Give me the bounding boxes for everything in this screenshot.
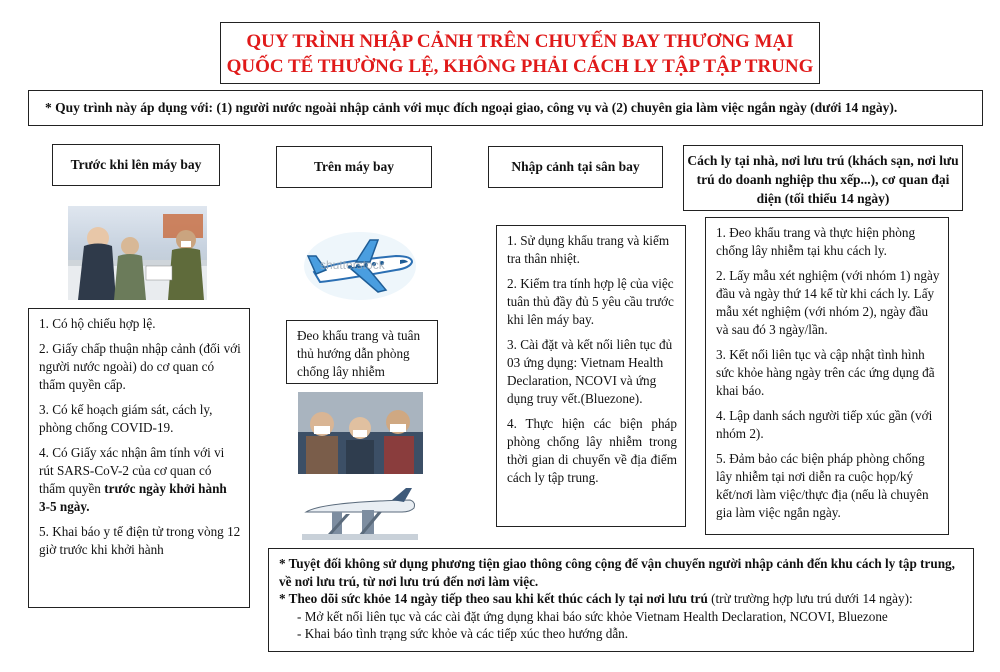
scope-note: * Quy trình này áp dụng với: (1) người nước ngoài nhập cảnh với mục đích ngoại giao, công vụ và (2) chuyên gia làm việc ngắn ngày (dưới 14 ngày). <box>28 90 983 126</box>
list-item: 2. Lấy mẫu xét nghiệm (với nhóm 1) ngày đầu và ngày thứ 14 kể từ khi cách ly. Lấy mẫu xét nghiệm (với nhóm 2), ngày đầu và sau đó 3 ngày/lần. <box>716 268 940 337</box>
header-on-board: Trên máy bay <box>276 146 432 188</box>
airport-checkin-photo <box>68 206 207 300</box>
item-4-bold: trước ngày khởi hành 3-5 ngày. <box>39 481 227 514</box>
airport-entry-list <box>496 225 686 527</box>
list-item: 5. Khai báo y tế điện tử trong vòng 12 giờ trước khi khởi hành <box>39 524 241 557</box>
header-before-boarding: Trước khi lên máy bay <box>52 144 220 186</box>
list-item: 3. Có kế hoạch giám sát, cách ly, phòng chống COVID-19. <box>39 402 213 435</box>
general-notes <box>268 548 974 652</box>
jet-boarding-icon <box>302 488 418 540</box>
title-line-1: QUY TRÌNH NHẬP CẢNH TRÊN CHUYẾN BAY THƯƠNG MẠI <box>246 31 794 52</box>
note-health-monitoring-rest: (trừ trường hợp lưu trú dưới 14 ngày): <box>707 591 913 606</box>
list-item: 5. Đảm bảo các biện pháp phòng chống lây nhiễm tại nơi diễn ra cuộc họp/ký kết/nơi làm việc/thực địa (nếu là chuyên gia làm việc ngắn ngày. <box>716 451 929 520</box>
list-item: - Mở kết nối liên tục và các cài đặt ứng dụng khai báo sức khỏe Vietnam Health Declaration, NCOVI, Bluezone <box>297 608 888 624</box>
page-title <box>220 22 820 84</box>
passengers-scene-icon <box>298 392 423 474</box>
title-line-2: QUỐC TẾ THƯỜNG LỆ, KHÔNG PHẢI CÁCH LY TẬP TẬP TRUNG <box>226 56 814 77</box>
airplane-illustration <box>300 226 420 308</box>
header-airport-entry: Nhập cảnh tại sân bay <box>488 146 663 188</box>
shutterstock-watermark: shutterstock <box>320 258 385 272</box>
passengers-photo <box>298 392 423 474</box>
list-item: - Khai báo tình trạng sức khỏe và các tiếp xúc theo hướng dẫn. <box>297 626 629 641</box>
list-item: 1. Đeo khẩu trang và thực hiện phòng chống lây nhiễm tại khu cách ly. <box>716 225 916 258</box>
list-item: 3. Kết nối liên tục và cập nhật tình hình sức khỏe hàng ngày trên các ứng dụng đã khai báo. <box>716 347 935 398</box>
list-item: 3. Cài đặt và kết nối liên tục đủ 03 ứng dụng: Vietnam Health Declaration, NCOVI và ứng dụng truy vết.(Bluezone). <box>507 337 673 406</box>
list-item: 1. Có hộ chiếu hợp lệ. <box>39 316 156 331</box>
list-item: 1. Sử dụng khẩu trang và kiểm tra thân nhiệt. <box>507 233 670 266</box>
list-item: 2. Kiểm tra tính hợp lệ của việc tuân thủ đầy đủ 5 yêu cầu trước khi lên máy bay. <box>507 276 674 327</box>
list-item: 4. Thực hiện các biện pháp phòng chống lây nhiễm trong thời gian di chuyển về địa điểm cách ly tập trung. <box>507 416 677 485</box>
checkin-scene-icon <box>68 206 207 300</box>
airplane-boarding-photo <box>302 488 418 540</box>
list-item: 2. Giấy chấp thuận nhập cảnh (đối với người nước ngoài) do cơ quan có thẩm quyền cấp. <box>39 341 241 392</box>
header-isolation: Cách ly tại nhà, nơi lưu trú (khách sạn, nơi lưu trú do doanh nghiệp thu xếp...), cơ quan đại diện (tối thiểu 14 ngày) <box>683 145 963 211</box>
note-health-monitoring <box>279 590 963 608</box>
list-item <box>39 444 241 516</box>
isolation-list <box>705 217 949 535</box>
item-4-text: 4. Có Giấy xác nhận âm tính với vi rút SARS-CoV-2 của cơ quan có thẩm quyền <box>39 445 225 496</box>
list-item: 4. Lập danh sách người tiếp xúc gần (với nhóm 2). <box>716 408 933 441</box>
note-health-monitoring-bold: * Theo dõi sức khỏe 14 ngày tiếp theo sau khi kết thúc cách ly tại nơi lưu trú <box>279 591 708 606</box>
on-board-instructions: Đeo khẩu trang và tuân thủ hướng dẫn phòng chống lây nhiễm <box>286 320 438 384</box>
before-boarding-list <box>28 308 250 608</box>
note-public-transport: * Tuyệt đối không sử dụng phương tiện giao thông công cộng để vận chuyển người nhập cảnh đến khu cách ly tập trung, về nơi lưu trú, từ nơi lưu trú đến nơi làm việc. <box>279 556 955 589</box>
